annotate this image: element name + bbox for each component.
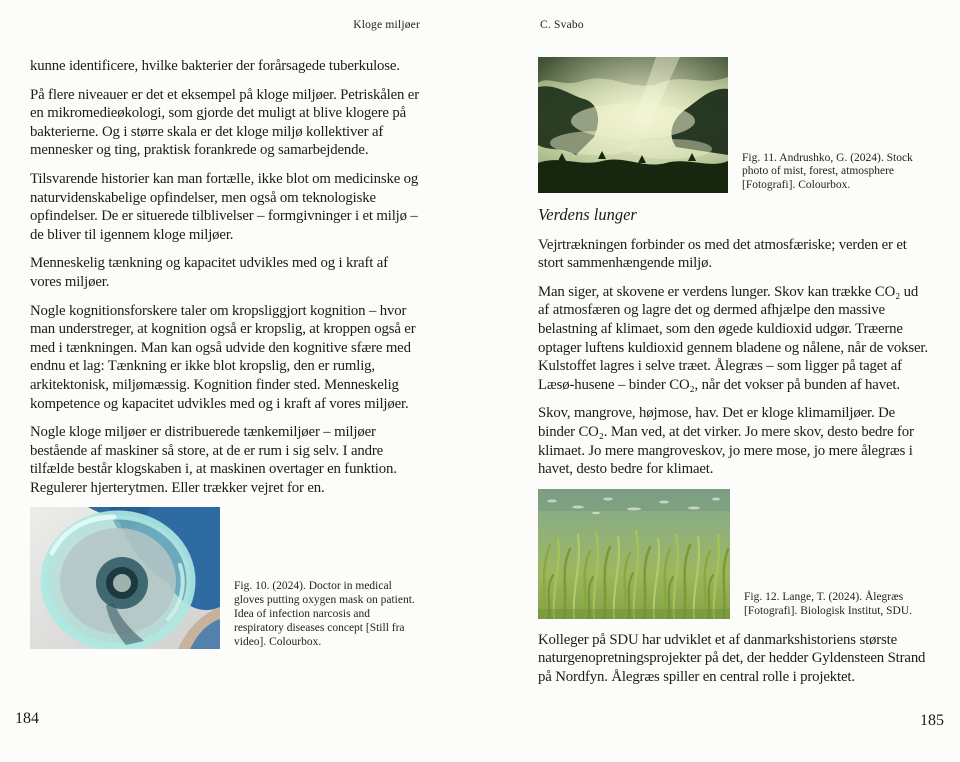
page-number-right: 185: [920, 712, 944, 729]
closing-paragraph: Kolleger på SDU har udviklet et af danmarkshistoriens største naturgenopretningsprojekter på det, der hedder Gyldensteen Strand på Nordfyn. Ålegræs spiller en central rolle i projektet.: [538, 631, 926, 685]
paragraph: Menneskelig tænkning og kapacitet udvikles med og i kraft af vores miljøer.: [30, 255, 388, 290]
oxygen-mask-photo: [30, 507, 220, 649]
paragraph: Nogle kognitionsforskere taler om kropsliggjort kognition – hvor man understreger, at kognition også er kropslig, at kroppen også er med i tænkningen. Man kan også udvide den kognitive sfære med endnu et lag: Tænkning er ikke blot kropslig, den er rumlig, arkitektonisk, miljømæssig. Kognition finder sted. Menneskelig kompetence og kapacitet udvikles med og i kraft af vores miljøer.: [30, 302, 416, 412]
misty-forest-photo: [538, 57, 728, 193]
figure-10-caption: Fig. 10. (2024). Doctor in medical gloves putting oxygen mask on patient. Idea of infection narcosis and respiratory diseases concept [Still fra video]. Colourbox.: [234, 580, 415, 648]
paragraph: Skov, mangrove, højmose, hav. Det er kloge klimamiljøer. De binder CO₂. Man ved, at det virker. Jo mere skov, desto bedre for klimaet. Jo mere mangroveskov, jo mere mose, jo mere ålegræs i havet, desto bedre for klimaet.: [538, 405, 914, 478]
figure-11-caption: Fig. 11. Andrushko, G. (2024). Stock photo of mist, forest, atmosphere [Fotografi]. Colourbox.: [742, 151, 913, 192]
paragraph: Man siger, at skovene er verdens lunger. Skov kan trække CO₂ ud af atmosfæren og lagre det og dermed afhjælpe den massive belastning af klimaet, som den øgede kuldioxid udgør. Træerne optager luftens kuldioxid gennem bladene og nålene, når de vokser. Kulstoffet lagres i selve træet. Ålegræs – som ligger på taget af Læsø-husene – binder CO₂, når det vokser på bunden af havet.: [538, 283, 928, 393]
page-number-left: 184: [15, 710, 39, 727]
figure-11: [538, 57, 930, 193]
figure-12: [538, 489, 930, 619]
paragraph: Nogle kloge miljøer er distribuerede tænkemiljøer – miljøer bestående af maskiner så store, at de er rum i sig selv. I andre tilfælde består klogskaben i, at maskinen overtager en funktion. Regulerer hjerterytmen. Eller trækker vejret for en.: [30, 424, 397, 496]
paragraph: Vejrtrækningen forbinder os med det atmosfæriske; verden er et stort sammenhængende miljø.: [538, 236, 907, 272]
right-page-text-column: [538, 57, 930, 697]
running-header-author: C. Svabo: [540, 19, 584, 31]
figure-12-caption: Fig. 12. Lange, T. (2024). Ålegræs [Fotografi]. Biologisk Institut, SDU.: [744, 591, 913, 617]
paragraph: På flere niveauer er det et eksempel på kloge miljøer. Petriskålen er en mikromedieøkologi, som gjorde det muligt at blive klogere på bakterierne. Og i større skala er det kloge miljø kollektiver af mennesker og ting, praktisk forankrede og samarbejdende.: [30, 86, 420, 159]
left-page-text-column: [30, 57, 422, 649]
figure-10: [30, 507, 422, 649]
eelgrass-photo: [538, 489, 730, 619]
running-header-chapter: Kloge miljøer: [353, 19, 420, 31]
paragraph: Tilsvarende historier kan man fortælle, ikke blot om medicinske og naturvidenskabelige opfindelser, men også om teknologiske opfindelser. De er situerede tilblivelser – formgivninger i et miljø – de bliver til igennem kloge miljøer.: [30, 170, 419, 243]
paragraph: kunne identificere, hvilke bakterier der forårsagede tuberkulose.: [30, 58, 400, 74]
section-heading: Verdens lunger: [538, 205, 637, 224]
